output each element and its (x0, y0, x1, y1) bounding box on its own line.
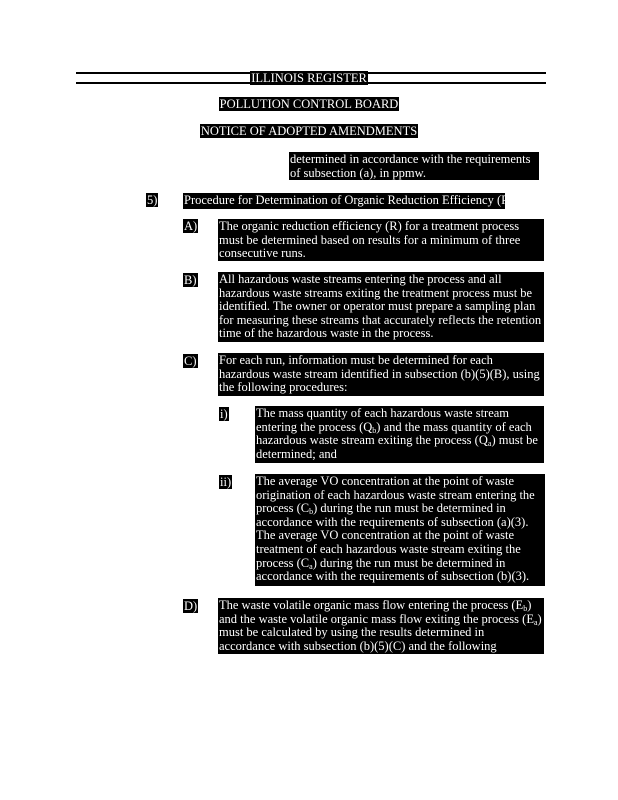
item-d-text (218, 598, 544, 667)
board-title-text: POLLUTION CONTROL BOARD (219, 97, 399, 111)
continuation-text: determined in accordance with the requirements of subsection (a), in ppmw. (289, 152, 539, 180)
item-c-ii-sub-2: a (309, 561, 313, 571)
item-c-ii-sub-1: b (309, 507, 314, 517)
board-title (0, 97, 618, 111)
item-d-marker: D) (184, 599, 198, 613)
item-a-text: The organic reduction efficiency (R) for a treatment process must be determined based on results for a minimum of three consecutive runs. (218, 219, 544, 261)
item-c-i-marker: i) (220, 407, 228, 421)
notice-title-text: NOTICE OF ADOPTED AMENDMENTS (200, 124, 418, 138)
item-c-ii-text-1: The average VO concentration at the point of waste origination of each hazardous waste stream entering the process (C (256, 474, 535, 516)
item-c-text: For each run, information must be determined for each hazardous waste stream identified in subsection (b)(5)(B), using the following procedures: (218, 353, 544, 396)
item-d-text-2: ) and the waste volatile organic mass flow exiting the process (E (219, 598, 534, 626)
item-c-i-sub-2: a (487, 439, 492, 449)
item-d-sub-1: b (523, 604, 528, 613)
item-b-text: All hazardous waste streams entering the process and all hazardous waste streams exiting the treatment process must be identified. The owner or operator must prepare a sampling plan for measuring these streams that accurately reflects the retention time of the hazardous waste in the process. (218, 272, 544, 342)
notice-title (0, 124, 618, 138)
item-c-i-text (255, 406, 544, 463)
item-d-text-3: ) must be calculated by using the results determined in accordance with subsection (b)(5)(C) and the following equations: (219, 611, 542, 667)
item-b-marker: B) (184, 273, 197, 287)
item-a-marker: A) (184, 219, 198, 233)
section-5-heading: Procedure for Determination of Organic Reduction Efficiency (R). (184, 193, 517, 207)
register-title (0, 71, 618, 85)
register-title-text: ILLINOIS REGISTER (251, 71, 367, 85)
item-c-i-text-1: The mass quantity of each hazardous waste stream entering the process (Q (256, 406, 510, 434)
item-c-ii-text-2: ) during the run must be determined in accordance with the requirements of subsection (a)(3). The average VO concentration at the point of waste treatment of each hazardous waste stream exiting the process (C (256, 501, 529, 570)
item-c-ii-text-3: ) during the run must be determined in accordance with the requirements of subsection (b)(3). (256, 555, 530, 584)
item-d-text-1: The waste volatile organic mass flow entering the process (E (219, 598, 524, 612)
item-c-i-sub-1: b (372, 425, 377, 435)
item-d-sub-2: a (533, 617, 538, 627)
section-5-marker: 5) (147, 193, 158, 207)
item-c-marker: C) (184, 354, 197, 368)
item-c-i-text-3: ) must be determined; and (256, 433, 538, 461)
item-c-ii-text (255, 474, 545, 586)
item-c-ii-marker: ii) (220, 475, 232, 489)
item-c-i-text-2: ) and the mass quantity of each hazardous waste stream exiting the process (Q (256, 419, 532, 448)
